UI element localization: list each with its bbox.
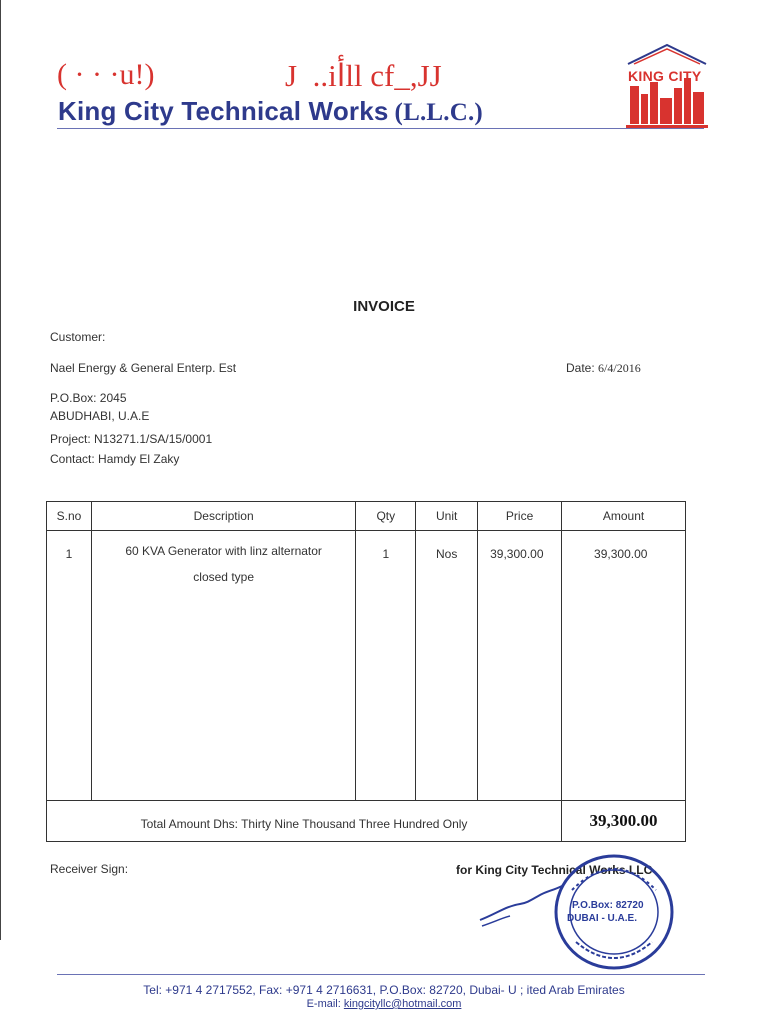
date-label: Date: [566, 361, 595, 375]
description-line: 60 KVA Generator with linz alternator [125, 544, 322, 558]
customer-label: Customer: [50, 330, 106, 344]
logo-text: KING CITY [628, 68, 702, 84]
cell-sno: 1 [47, 531, 92, 801]
cell-description [91, 531, 355, 801]
stamp-city: DUBAI - U.A.E. [567, 913, 637, 924]
customer-po-box: P.O.Box: 2045 [50, 391, 127, 405]
column-header: Qty [356, 502, 416, 531]
footer-email-line [0, 998, 768, 1010]
description-line: closed type [193, 570, 254, 584]
footer-contact-line: Tel: +971 4 2717552, Fax: +971 4 2716631, P.O.Box: 82720, Dubai- U ; ited Arab Emirates [143, 983, 625, 997]
cell-amount: 39,300.00 [562, 531, 686, 801]
cell-qty: 1 [356, 531, 416, 801]
total-in-words: Total Amount Dhs: Thirty Nine Thousand Three Hundred Only [47, 801, 562, 842]
footer-divider [57, 974, 705, 975]
stamp-po-box: P.O.Box: 82720 [572, 900, 644, 911]
header-divider [57, 128, 704, 129]
company-name-text: King City Technical Works [58, 96, 389, 126]
receiver-sign-label: Receiver Sign: [50, 862, 129, 876]
footer-email-label: E-mail: [306, 998, 341, 1010]
company-suffix: (L.L.C.) [394, 99, 483, 126]
table-row [47, 531, 686, 801]
header-script-left: ( · · ·u!) [57, 58, 155, 91]
column-header: Amount [562, 502, 686, 531]
customer-name: Nael Energy & General Enterp. Est [50, 361, 237, 375]
total-row [47, 801, 686, 842]
page-edge-line [0, 0, 1, 940]
column-header: S.no [47, 502, 92, 531]
column-header: Description [91, 502, 355, 531]
column-header: Unit [416, 502, 478, 531]
company-sign-label: for King City Technical Works LLC [456, 863, 653, 877]
column-header: Price [478, 502, 562, 531]
total-amount: 39,300.00 [562, 801, 686, 842]
company-name [58, 96, 483, 127]
date-value: 6/4/2016 [598, 361, 641, 375]
customer-city: ABUDHABI, U.A.E [50, 409, 150, 423]
king-city-logo [624, 42, 710, 130]
document-title: INVOICE [353, 298, 415, 315]
date-field [566, 361, 641, 376]
cell-unit: Nos [416, 531, 478, 801]
header-script-right: J ..iأll cf_,JJ [285, 58, 442, 93]
project-reference: Project: N13271.1/SA/15/0001 [50, 432, 213, 446]
table-header-row [47, 502, 686, 531]
contact-person: Contact: Hamdy El Zaky [50, 452, 180, 466]
cell-price: 39,300.00 [478, 531, 562, 801]
footer-email-link[interactable]: kingcityllc@hotmail.com [343, 998, 462, 1010]
invoice-table [46, 501, 686, 842]
